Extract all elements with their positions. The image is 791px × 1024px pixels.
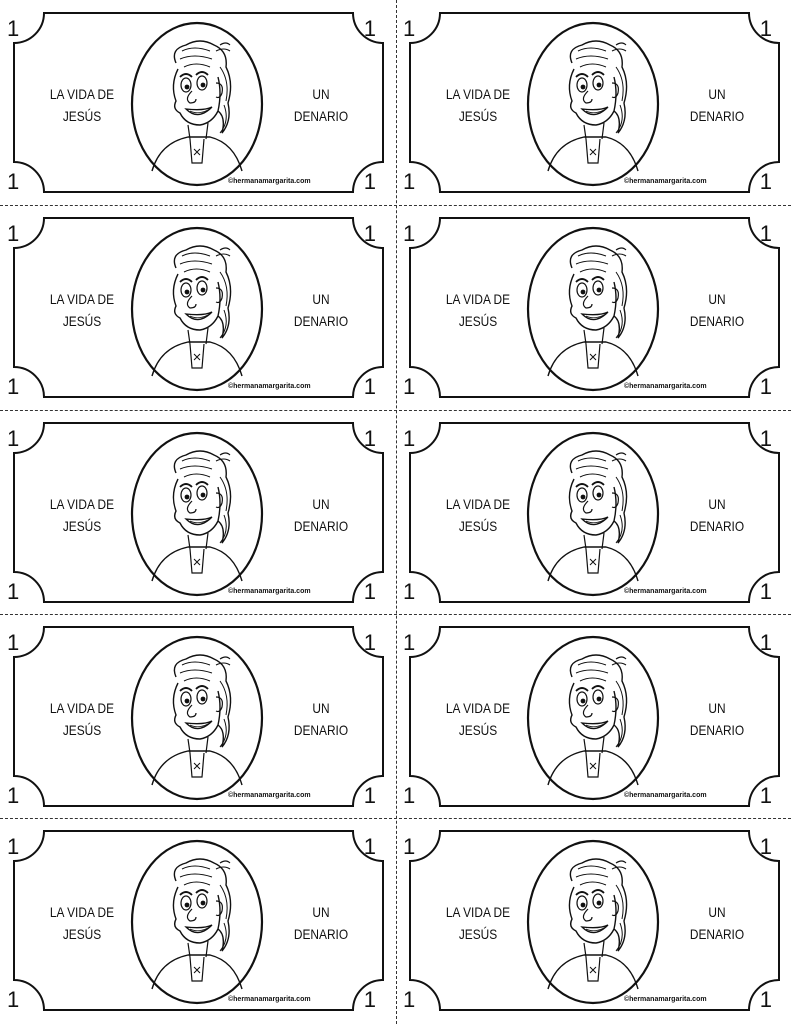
- bill-title-line1: LA VIDA DE: [49, 904, 115, 920]
- jesus-cartoon-portrait-icon: [130, 635, 264, 801]
- bill-title-line2: JESÚS: [458, 926, 498, 942]
- denomination-top-right: 1: [363, 16, 376, 41]
- denario-bill: [396, 614, 791, 819]
- bill-title-line2: JESÚS: [62, 926, 102, 942]
- bill-value: [279, 83, 362, 127]
- denomination-top-right: 1: [759, 630, 772, 655]
- jesus-cartoon-portrait-icon: [130, 226, 264, 392]
- bill-title: [441, 288, 516, 332]
- copyright-text: ©hermanamargarita.com: [228, 588, 311, 595]
- bill-title: [45, 288, 120, 332]
- bill-title-line2: JESÚS: [458, 722, 498, 738]
- denomination-bottom-left: 1: [403, 987, 416, 1012]
- denomination-bottom-right: 1: [363, 783, 376, 808]
- denomination-top-left: 1: [7, 834, 20, 859]
- bill-value-line1: UN: [708, 496, 726, 512]
- denomination-bottom-right: 1: [363, 987, 376, 1012]
- bill-value-line1: UN: [708, 700, 726, 716]
- denario-bill: [396, 205, 791, 410]
- copyright-text: ©hermanamargarita.com: [228, 792, 311, 799]
- denomination-bottom-right: 1: [363, 579, 376, 604]
- jesus-cartoon-portrait-icon: [130, 431, 264, 597]
- bill-value-line1: UN: [708, 86, 726, 102]
- bill-value: [675, 288, 758, 332]
- bill-title-line2: JESÚS: [62, 313, 102, 329]
- bill-value: [279, 288, 362, 332]
- bill-title-line2: JESÚS: [458, 108, 498, 124]
- bill-value: [675, 901, 758, 945]
- denario-bill: [396, 410, 791, 615]
- bill-value-line2: DENARIO: [689, 722, 745, 738]
- bill-title-line2: JESÚS: [62, 518, 102, 534]
- bill-title-line1: LA VIDA DE: [445, 496, 511, 512]
- denomination-top-right: 1: [363, 834, 376, 859]
- bill-title: [441, 83, 516, 127]
- bill-title-line1: LA VIDA DE: [49, 291, 115, 307]
- bill-value-line2: DENARIO: [689, 926, 745, 942]
- bill-title-line1: LA VIDA DE: [49, 700, 115, 716]
- bill-title-line2: JESÚS: [458, 313, 498, 329]
- denomination-bottom-left: 1: [7, 987, 20, 1012]
- bill-value: [675, 697, 758, 741]
- bill-title: [441, 493, 516, 537]
- denomination-bottom-left: 1: [403, 374, 416, 399]
- denomination-bottom-right: 1: [363, 374, 376, 399]
- bill-title-line2: JESÚS: [458, 518, 498, 534]
- denario-bill: [0, 205, 395, 410]
- denomination-top-right: 1: [759, 16, 772, 41]
- copyright-text: ©hermanamargarita.com: [624, 588, 707, 595]
- denomination-top-right: 1: [363, 426, 376, 451]
- bill-value-line1: UN: [312, 496, 330, 512]
- bill-value-line2: DENARIO: [689, 108, 745, 124]
- denomination-top-left: 1: [403, 834, 416, 859]
- bill-value-line1: UN: [708, 904, 726, 920]
- denario-bill: [0, 410, 395, 615]
- bill-value-line1: UN: [312, 291, 330, 307]
- bill-value-line1: UN: [312, 700, 330, 716]
- bill-title-line1: LA VIDA DE: [49, 86, 115, 102]
- denomination-bottom-left: 1: [7, 783, 20, 808]
- bill-value: [675, 493, 758, 537]
- bill-title-line2: JESÚS: [62, 108, 102, 124]
- denomination-top-left: 1: [7, 221, 20, 246]
- denomination-top-right: 1: [759, 834, 772, 859]
- copyright-text: ©hermanamargarita.com: [624, 178, 707, 185]
- jesus-cartoon-portrait-icon: [526, 21, 660, 187]
- bill-title: [45, 493, 120, 537]
- jesus-cartoon-portrait-icon: [526, 226, 660, 392]
- denomination-bottom-left: 1: [7, 374, 20, 399]
- denomination-bottom-right: 1: [759, 374, 772, 399]
- bill-title-line1: LA VIDA DE: [445, 291, 511, 307]
- denario-bill: [0, 614, 395, 819]
- denomination-bottom-left: 1: [403, 579, 416, 604]
- bill-value-line2: DENARIO: [689, 313, 745, 329]
- bill-title-line1: LA VIDA DE: [445, 904, 511, 920]
- denomination-bottom-right: 1: [759, 987, 772, 1012]
- denomination-top-left: 1: [7, 16, 20, 41]
- bill-value: [279, 493, 362, 537]
- denario-bill: [0, 818, 395, 1023]
- jesus-cartoon-portrait-icon: [130, 21, 264, 187]
- copyright-text: ©hermanamargarita.com: [228, 383, 311, 390]
- denomination-top-right: 1: [759, 426, 772, 451]
- denomination-top-left: 1: [403, 221, 416, 246]
- bill-value-line2: DENARIO: [293, 722, 349, 738]
- bill-value: [675, 83, 758, 127]
- denomination-top-right: 1: [759, 221, 772, 246]
- bill-title-line1: LA VIDA DE: [445, 86, 511, 102]
- denomination-top-left: 1: [7, 426, 20, 451]
- bill-title: [45, 697, 120, 741]
- denomination-bottom-right: 1: [759, 169, 772, 194]
- denomination-top-left: 1: [403, 630, 416, 655]
- bill-value-line2: DENARIO: [293, 108, 349, 124]
- bill-value-line2: DENARIO: [293, 518, 349, 534]
- bill-title: [441, 697, 516, 741]
- bill-value-line2: DENARIO: [293, 926, 349, 942]
- denomination-top-left: 1: [403, 16, 416, 41]
- denario-bill: [0, 0, 395, 205]
- denomination-top-left: 1: [7, 630, 20, 655]
- bill-value-line1: UN: [312, 904, 330, 920]
- denomination-top-right: 1: [363, 630, 376, 655]
- bill-value: [279, 901, 362, 945]
- bill-title-line2: JESÚS: [62, 722, 102, 738]
- jesus-cartoon-portrait-icon: [526, 431, 660, 597]
- bill-title-line1: LA VIDA DE: [445, 700, 511, 716]
- denario-bill: [396, 0, 791, 205]
- jesus-cartoon-portrait-icon: [130, 839, 264, 1005]
- bill-value-line1: UN: [312, 86, 330, 102]
- denomination-bottom-left: 1: [403, 169, 416, 194]
- denomination-top-left: 1: [403, 426, 416, 451]
- bill-title: [441, 901, 516, 945]
- denomination-bottom-left: 1: [7, 579, 20, 604]
- denomination-bottom-right: 1: [363, 169, 376, 194]
- copyright-text: ©hermanamargarita.com: [624, 996, 707, 1003]
- bill-title-line1: LA VIDA DE: [49, 496, 115, 512]
- denario-bill: [396, 818, 791, 1023]
- bill-value-line2: DENARIO: [293, 313, 349, 329]
- copyright-text: ©hermanamargarita.com: [624, 792, 707, 799]
- bill-value: [279, 697, 362, 741]
- denomination-top-right: 1: [363, 221, 376, 246]
- bill-value-line1: UN: [708, 291, 726, 307]
- bill-title: [45, 83, 120, 127]
- copyright-text: ©hermanamargarita.com: [228, 178, 311, 185]
- copyright-text: ©hermanamargarita.com: [228, 996, 311, 1003]
- bill-value-line2: DENARIO: [689, 518, 745, 534]
- jesus-cartoon-portrait-icon: [526, 839, 660, 1005]
- denomination-bottom-right: 1: [759, 783, 772, 808]
- copyright-text: ©hermanamargarita.com: [624, 383, 707, 390]
- denomination-bottom-left: 1: [403, 783, 416, 808]
- denomination-bottom-right: 1: [759, 579, 772, 604]
- jesus-cartoon-portrait-icon: [526, 635, 660, 801]
- denomination-bottom-left: 1: [7, 169, 20, 194]
- bill-title: [45, 901, 120, 945]
